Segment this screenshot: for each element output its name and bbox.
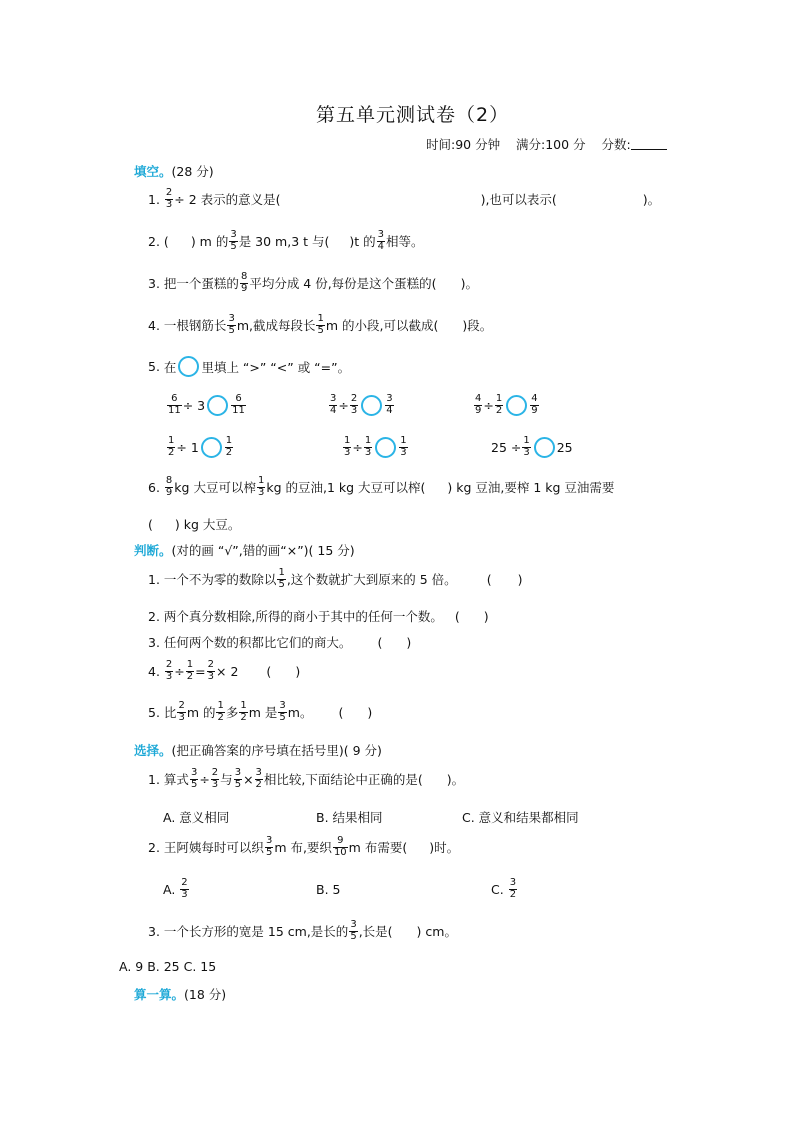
full-score: 满分:100 分 xyxy=(516,137,586,152)
fraction: $\frac{2}{3}$ xyxy=(178,700,185,723)
fraction: $\frac{3}{2}$ xyxy=(255,767,262,790)
choice-options[interactable]: A. 9 B. 25 C. 15 xyxy=(119,959,217,974)
question-text: m 布,要织 xyxy=(274,840,332,855)
section-note: (28 分) xyxy=(171,164,214,179)
operator: ÷ 1 xyxy=(176,439,199,455)
judge-question-4 xyxy=(148,660,300,682)
section-title: 判断。 xyxy=(134,543,172,558)
question-text: 相等。 xyxy=(386,234,424,249)
fraction: $\frac{1}{2}$ xyxy=(495,393,503,416)
question-text: m,截成每段长 xyxy=(236,318,316,333)
fraction: $\frac{2}{3}$ xyxy=(211,767,219,790)
fraction: $\frac{3}{5}$ xyxy=(190,767,198,790)
choice-c[interactable] xyxy=(491,878,518,900)
fraction: $\frac{8}{9}$ xyxy=(165,475,173,498)
fraction: $\frac{1}{2}$ xyxy=(240,700,247,723)
question-text: kg 的豆油,1 kg 大豆可以榨( xyxy=(266,480,426,495)
question-text: m 的小段,可以截成( xyxy=(325,318,439,333)
fraction: $\frac{1}{3}$ xyxy=(344,435,351,458)
question-text: 比 xyxy=(163,705,177,720)
fraction: $\frac{8}{9}$ xyxy=(240,271,248,294)
choice-letter: A. xyxy=(163,881,176,897)
question-text: 两个真分数相除,所得的商小于其中的任何一个数。 xyxy=(163,609,443,624)
fraction: $\frac{3}{4}$ xyxy=(330,393,337,416)
compare-circle[interactable] xyxy=(375,437,396,458)
fraction: $\frac{3}{5}$ xyxy=(279,700,286,723)
fraction: $\frac{1}{5}$ xyxy=(278,567,285,590)
question-number: 5. xyxy=(148,704,160,720)
question-text: m。 xyxy=(287,705,313,720)
compare-circle[interactable] xyxy=(534,437,555,458)
question-text: m 的 xyxy=(186,705,216,720)
judge-question-2 xyxy=(148,607,489,625)
fraction: $\frac{1}{2}$ xyxy=(186,659,194,682)
fraction: $\frac{2}{3}$ xyxy=(181,877,188,900)
question-number: 1. xyxy=(148,771,160,787)
operator: ÷ xyxy=(352,439,363,455)
fraction: $\frac{3}{5}$ xyxy=(230,229,237,252)
question-text: )。 xyxy=(642,192,661,207)
section-note: (对的画 “√”,错的画“×”)( 15 分) xyxy=(171,543,355,558)
fraction: $\frac{1}{3}$ xyxy=(400,435,407,458)
choose-question-1 xyxy=(148,768,464,790)
section-title: 算一算。 xyxy=(134,987,185,1002)
compare-item xyxy=(166,436,234,458)
question-number: 3. xyxy=(148,634,160,650)
operator: ÷ xyxy=(338,397,349,413)
fill-question-5 xyxy=(148,356,350,377)
compare-circle[interactable] xyxy=(207,395,228,416)
operator: ÷ xyxy=(199,771,210,787)
fraction: $\frac{4}{9}$ xyxy=(475,393,482,416)
question-text: m 是 xyxy=(248,705,278,720)
score-label: 分数: xyxy=(601,137,631,152)
page-title: 第五单元测试卷（2） xyxy=(316,104,510,126)
choice-a[interactable] xyxy=(163,878,190,900)
fraction: $\frac{1}{5}$ xyxy=(317,313,324,336)
bracket: ( xyxy=(338,704,344,720)
question-text: 相比较,下面结论中正确的是( xyxy=(263,772,423,787)
question-text: )。 xyxy=(446,772,465,787)
section-note: (18 分) xyxy=(184,987,227,1002)
exam-meta xyxy=(426,135,667,153)
fraction: $\frac{6}{11}$ xyxy=(168,393,181,416)
fraction: $\frac{1}{2}$ xyxy=(225,435,233,458)
question-text: ) kg 大豆。 xyxy=(174,517,241,532)
compare-item xyxy=(473,394,540,416)
section-choose-heading xyxy=(134,741,382,759)
question-text: ( xyxy=(163,233,169,249)
time-limit: 时间:90 分钟 xyxy=(426,137,501,152)
compare-item xyxy=(491,436,573,458)
fraction: $\frac{3}{4}$ xyxy=(377,229,385,252)
fraction: $\frac{1}{2}$ xyxy=(168,435,175,458)
fraction: $\frac{1}{2}$ xyxy=(217,700,224,723)
question-text: ,这个数就扩大到原来的 5 倍。 xyxy=(286,572,457,587)
question-text: ( xyxy=(148,516,153,532)
bracket: ( xyxy=(377,634,383,650)
question-number: 3. xyxy=(148,275,160,291)
bracket: ( xyxy=(266,663,272,679)
question-text: )时。 xyxy=(429,840,460,855)
fraction: $\frac{3}{5}$ xyxy=(234,767,242,790)
fill-question-3 xyxy=(148,272,478,294)
fill-question-2 xyxy=(148,230,424,252)
compare-item xyxy=(328,394,395,416)
question-text: 王阿姨每时可以织 xyxy=(163,840,264,855)
fraction: $\frac{9}{10}$ xyxy=(333,835,347,858)
operand: 25 xyxy=(556,439,573,455)
fill-question-6-cont xyxy=(148,515,240,533)
question-text: ) cm。 xyxy=(416,924,457,939)
question-text: ) m 的 xyxy=(190,234,229,249)
section-title: 填空。 xyxy=(134,164,172,179)
section-judge-heading xyxy=(134,541,355,559)
question-text: 在 xyxy=(163,359,177,375)
question-text: )段。 xyxy=(462,318,493,333)
question-text: 任何两个数的积都比它们的商大。 xyxy=(163,635,352,650)
bracket: ) xyxy=(517,571,523,587)
bracket: ) xyxy=(367,704,373,720)
fraction: $\frac{1}{3}$ xyxy=(523,435,530,458)
question-number: 4. xyxy=(148,317,160,333)
operator: = xyxy=(195,663,206,679)
section-note: (把正确答案的序号填在括号里)( 9 分) xyxy=(171,743,382,758)
choice-b[interactable]: B. 5 xyxy=(316,882,341,897)
operator: ÷ 3 xyxy=(182,397,206,413)
question-text: ) kg 豆油,要榨 1 kg 豆油需要 xyxy=(447,480,615,495)
question-number: 6. xyxy=(148,479,160,495)
fill-question-4 xyxy=(148,314,492,336)
question-text: 一根钢筋长 xyxy=(163,318,227,333)
question-text: 里填上 “>” “<” 或 “=”。 xyxy=(201,359,351,375)
question-text: kg 大豆可以榨 xyxy=(174,480,256,495)
compare-circle[interactable] xyxy=(506,395,527,416)
operator: × xyxy=(243,771,254,787)
fraction: $\frac{3}{5}$ xyxy=(350,919,357,942)
question-text: m 布需要( xyxy=(348,840,408,855)
question-number: 1. xyxy=(148,571,160,587)
bracket: ) xyxy=(406,634,412,650)
fill-question-1 xyxy=(148,188,660,210)
fraction: $\frac{2}{3}$ xyxy=(350,393,358,416)
question-text: )t 的 xyxy=(349,234,376,249)
question-number: 2. xyxy=(148,839,160,855)
question-text: 平均分成 4 份,每份是这个蛋糕的( xyxy=(249,276,437,291)
compare-item xyxy=(342,436,409,458)
question-number: 5. xyxy=(148,359,160,374)
fraction: $\frac{2}{3}$ xyxy=(165,659,173,682)
fraction: $\frac{2}{3}$ xyxy=(165,187,173,210)
fraction: $\frac{3}{5}$ xyxy=(228,313,235,336)
compare-item xyxy=(166,394,247,416)
compare-circle[interactable] xyxy=(361,395,382,416)
operator: ÷ xyxy=(483,397,494,413)
fraction: $\frac{3}{2}$ xyxy=(509,877,517,900)
bracket: ( xyxy=(454,608,460,624)
question-text: ),也可以表示( xyxy=(480,192,557,207)
fraction: $\frac{6}{11}$ xyxy=(232,393,245,416)
bracket: ) xyxy=(483,608,489,624)
question-number: 3. xyxy=(148,923,160,939)
score-blank[interactable] xyxy=(631,137,667,150)
operator: × 2 xyxy=(216,663,239,679)
question-text: 一个长方形的宽是 15 cm,是长的 xyxy=(163,924,349,939)
section-calc-heading xyxy=(134,985,226,1003)
question-number: 2. xyxy=(148,233,160,249)
operator: 25 ÷ xyxy=(491,439,522,455)
judge-question-3 xyxy=(148,633,411,651)
choice-b[interactable]: B. 结果相同 xyxy=(316,810,383,825)
question-number: 2. xyxy=(148,608,160,624)
question-text: ÷ 2 表示的意义是( xyxy=(174,192,281,207)
question-text: 多 xyxy=(225,705,239,720)
bracket: ( xyxy=(486,571,492,587)
fraction: $\frac{3}{5}$ xyxy=(265,835,273,858)
section-fill-heading xyxy=(134,162,214,180)
fraction: $\frac{3}{4}$ xyxy=(386,393,393,416)
choose-question-3 xyxy=(148,920,457,942)
question-text: 算式 xyxy=(163,772,189,787)
question-text: 是 30 m,3 t 与( xyxy=(238,234,330,249)
section-title: 选择。 xyxy=(134,743,172,758)
question-number: 1. xyxy=(148,191,160,207)
fraction: $\frac{2}{3}$ xyxy=(207,659,215,682)
choose-question-2 xyxy=(148,836,459,858)
question-text: ,长是( xyxy=(358,924,393,939)
circle-icon xyxy=(178,356,199,377)
fraction: $\frac{1}{3}$ xyxy=(364,435,372,458)
fraction: $\frac{1}{3}$ xyxy=(257,475,265,498)
compare-circle[interactable] xyxy=(201,437,222,458)
choice-a[interactable]: A. 意义相同 xyxy=(163,810,230,825)
question-text: )。 xyxy=(460,276,478,291)
judge-question-1 xyxy=(148,568,522,590)
question-text: 一个不为零的数除以 xyxy=(163,572,277,587)
operator: ÷ xyxy=(174,663,185,679)
fill-question-6 xyxy=(148,476,614,498)
question-number: 4. xyxy=(148,663,160,679)
choice-letter: C. xyxy=(491,881,504,897)
choice-c[interactable]: C. 意义和结果都相同 xyxy=(462,810,579,825)
question-text: 把一个蛋糕的 xyxy=(163,276,239,291)
bracket: ) xyxy=(295,663,301,679)
judge-question-5 xyxy=(148,701,372,723)
question-text: 与 xyxy=(220,772,233,787)
fraction: $\frac{4}{9}$ xyxy=(531,393,538,416)
